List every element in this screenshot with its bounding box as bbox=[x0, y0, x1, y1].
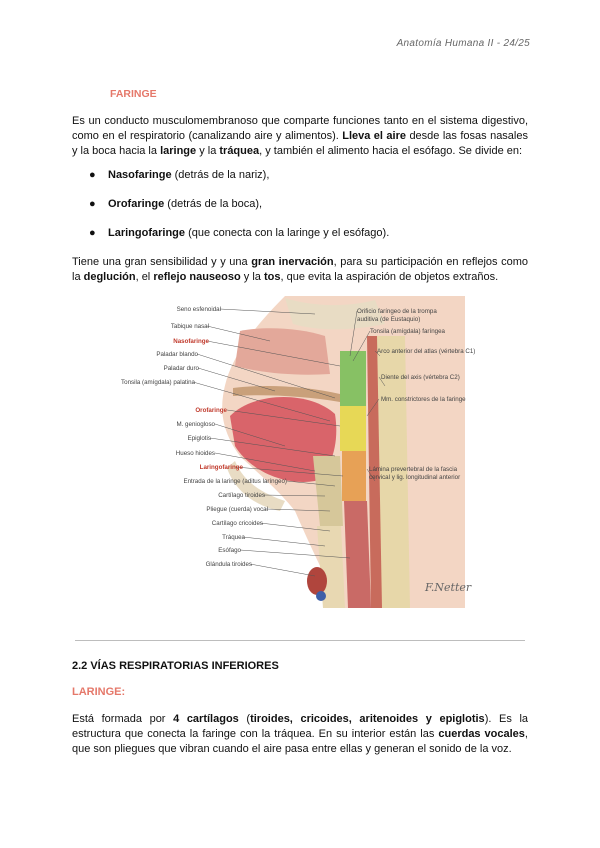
label-tonsila-palatina: Tonsila (amígdala) palatina bbox=[121, 379, 195, 386]
label-traquea: Tráquea bbox=[222, 534, 245, 541]
label-esofago: Esófago bbox=[218, 547, 241, 554]
label-seno: Seno esfenoidal bbox=[176, 306, 221, 313]
page-header: Anatomía Humana II - 24/25 bbox=[396, 38, 530, 49]
nasal-cavity bbox=[235, 328, 330, 374]
label-diente-axis: Diente del axis (vértebra C2) bbox=[381, 374, 460, 381]
label-pliegue-vocal: Pliegue (cuerda) vocal bbox=[206, 506, 268, 513]
thyroid-gland bbox=[307, 567, 327, 595]
bold-laringe: laringe bbox=[160, 145, 197, 157]
bullet-icon: ● bbox=[89, 227, 96, 239]
bullet-icon: ● bbox=[89, 198, 96, 210]
label-paladar-blando: Paladar blando bbox=[156, 351, 198, 358]
label-tonsila-faringea: Tonsila (amígdala) faríngea bbox=[370, 328, 445, 335]
laryngopharynx-region bbox=[342, 451, 366, 501]
list-item: ● Orofaringe (detrás de la boca), bbox=[89, 198, 263, 210]
bold-lleva-aire: Lleva el aire bbox=[342, 130, 406, 142]
label-arco-atlas: Arco anterior del atlas (vértebra C1) bbox=[377, 348, 476, 355]
bullet-icon: ● bbox=[89, 169, 96, 181]
oropharynx-region bbox=[340, 406, 366, 451]
faringe-divisions-list bbox=[86, 168, 389, 255]
esophagus bbox=[344, 501, 371, 608]
label-lamina-1: Lámina prevertebral de la fascia bbox=[369, 466, 458, 473]
label-epiglotis: Epiglotis bbox=[187, 435, 211, 442]
label-hioides: Hueso hioides bbox=[175, 450, 215, 457]
label-lamina-2: cervical y lig. longitudinal anterior bbox=[369, 474, 461, 481]
label-orificio-2: auditiva (de Eustaquio) bbox=[357, 316, 421, 323]
label-nasofaringe: Nasofaringe bbox=[173, 338, 209, 345]
label-geniogloso: M. geniogloso bbox=[176, 421, 215, 428]
list-item: ● Nasofaringe (detrás de la nariz), bbox=[89, 169, 270, 181]
list-item: ● Laringofaringe (que conecta con la laringe y el esófago). bbox=[89, 227, 390, 239]
faringe-sensitivity-paragraph: Tiene una gran sensibilidad y y una gran inervación, para su participación en reflejos como la deglución, el reflejo nauseoso y la tos, que evita la aspiración de objetos extraños. bbox=[72, 256, 528, 283]
netter-signature: F.Netter bbox=[425, 581, 472, 594]
label-entrada-laringe: Entrada de la laringe (aditus laríngeo) bbox=[183, 478, 287, 485]
faringe-title: FARINGE bbox=[110, 88, 157, 100]
section-divider bbox=[75, 640, 525, 641]
label-constrictores: Mm. constrictores de la faringe bbox=[381, 396, 466, 403]
vessel-blue bbox=[316, 591, 326, 601]
label-cartilago-tiroides: Cartílago tiroides bbox=[218, 492, 265, 499]
bold-traquea: tráquea bbox=[219, 145, 260, 157]
label-tabique: Tabique nasal bbox=[170, 323, 209, 330]
label-glandula-tiroides: Glándula tiroides bbox=[205, 561, 252, 568]
faringe-intro-paragraph: Es un conducto musculomembranoso que comparte funciones tanto en el sistema digestivo, como en el respiratorio (canalizando aire y alimentos). Lleva el aire desde las fosas nasales y la boca hacia la laringe y la tráquea, y también el alimento hacia el esófago. Se divide en: bbox=[72, 115, 528, 157]
label-laringofaringe: Laringofaringe bbox=[199, 464, 243, 471]
pharynx-sagittal-illustration bbox=[121, 296, 476, 608]
nasopharynx-region bbox=[340, 351, 366, 406]
section-heading-vias-inferiores: 2.2 VÍAS RESPIRATORIAS INFERIORES bbox=[72, 660, 279, 672]
label-orificio-1: Orificio faríngeo de la trompa bbox=[357, 308, 437, 315]
label-orofaringe: Orofaringe bbox=[195, 407, 227, 414]
laringe-title: LARINGE: bbox=[72, 686, 126, 698]
laringe-paragraph: Está formada por 4 cartílagos (tiroides, cricoides, aritenoides y epiglotis). Es la estructura que conecta la faringe con la tráquea. En su interior están las cuerdas vocales, que son pliegues que vibran cuando el aire pasa entre ellas y generan el sonido de la voz. bbox=[72, 713, 529, 755]
label-paladar-duro: Paladar duro bbox=[163, 365, 199, 372]
label-cartilago-cricoides: Cartílago cricoides bbox=[211, 520, 263, 527]
